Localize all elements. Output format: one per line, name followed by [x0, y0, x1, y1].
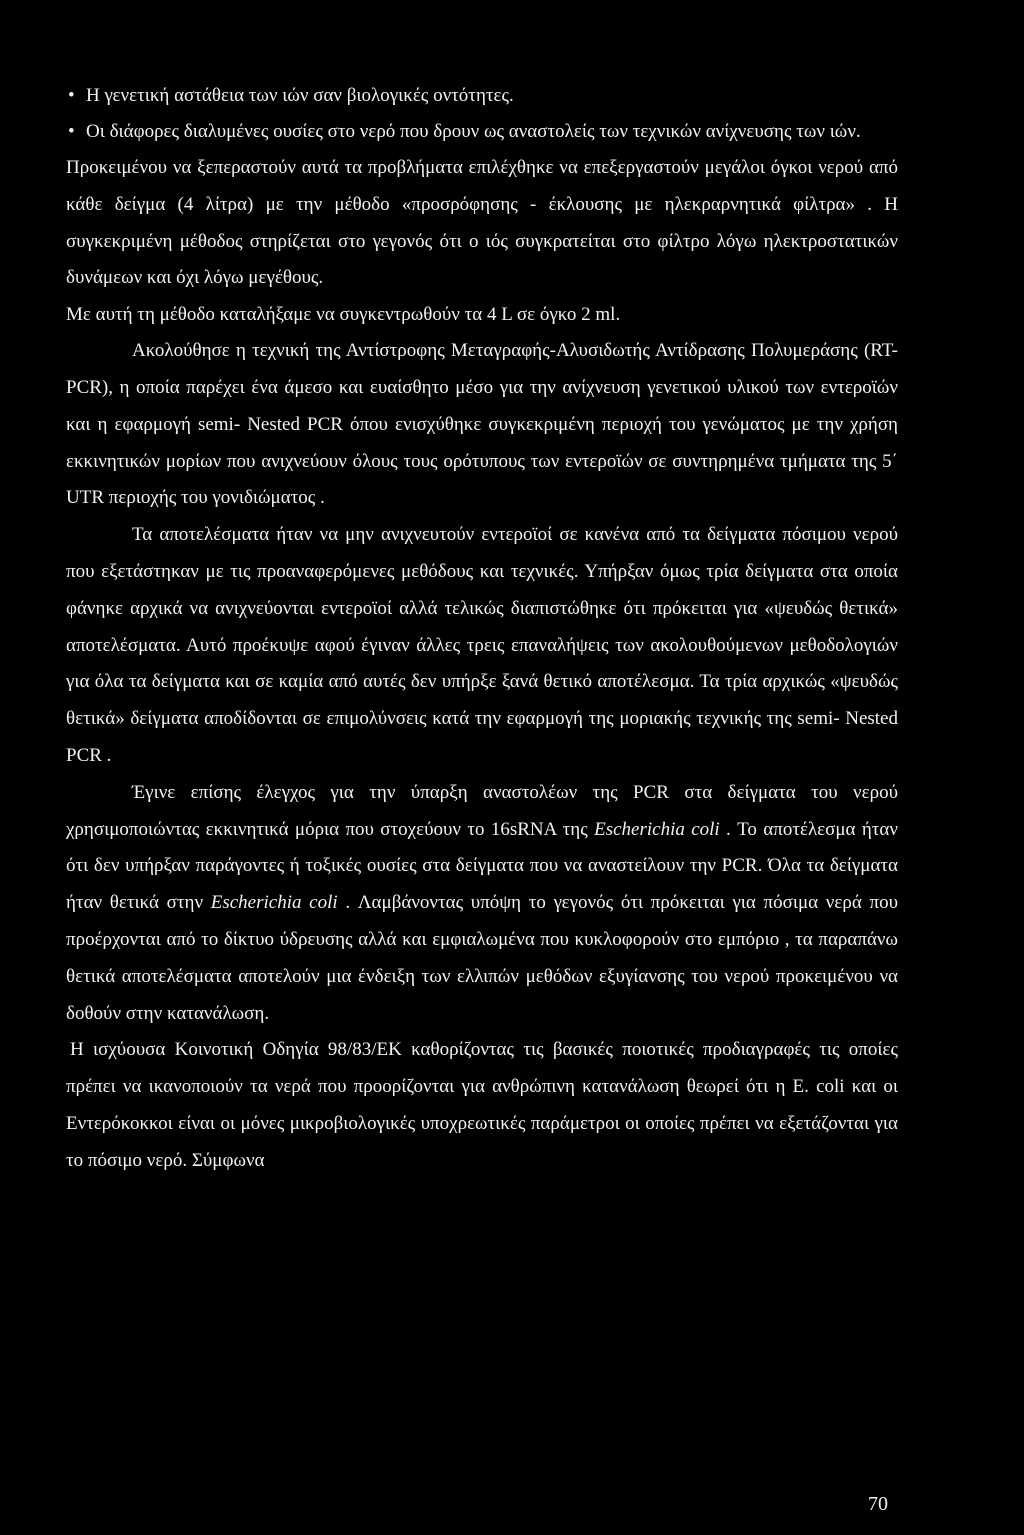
paragraph-inhibitors-text-1: Έγινε επίσης έλεγχος για την ύπαρξη αναστολέων της PCR στα δείγματα του νερού χρησιμοποιώντας εκκινητικά μόρια που στοχεύουν το 16sRNA της [66, 781, 898, 840]
bullet-item-1: • Η γενετική αστάθεια των ιών σαν βιολογικές οντότητες. [66, 78, 898, 114]
paragraph-directive: Η ισχύουσα Κοινοτική Οδηγία 98/83/ΕΚ καθορίζοντας τις βασικές ποιοτικές προδιαγραφές τις οποίες πρέπει να ικανοποιούν τα νερά που προορίζονται για ανθρώπινη κατανάλωση θεωρεί ότι η E. coli και οι Εντερόκοκκοι είναι οι μόνες μικροβιολογικές υποχρεωτικές παράμετροι οι οποίες πρέπει να εξετάζονται για το πόσιμο νερό. Σύμφωνα [66, 1039, 898, 1171]
paragraph-rt-pcr: Ακολούθησε η τεχνική της Αντίστροφης Μεταγραφής-Αλυσιδωτής Αντίδρασης Πολυμεράσης (RT-PCR), η οποία παρέχει ένα άμεσο και ευαίσθητο μέσο για την ανίχνευση γενετικού υλικού των εντεροϊών και η εφαρμογή semi- Nested PCR όπου ενισχύθηκε συγκεκριμένη περιοχή του γενώματος με την χρήση εκκινητικών μορίων που ανιχνεύουν όλους τους ορότυπους των εντεροϊών σε συντηρημένα τμήματα της 5΄ UTR περιοχής του γονιδιώματος . [66, 340, 898, 509]
bullet-item-2: • Οι διάφορες διαλυμένες ουσίες στο νερό που δρουν ως αναστολείς των τεχνικών ανίχνευσης των ιών. [66, 114, 898, 150]
species-name-2: Escherichia coli [210, 892, 338, 914]
document-body [66, 78, 898, 1180]
paragraph-inhibitors [66, 775, 898, 1033]
page-number: 70 [868, 1493, 888, 1515]
paragraph-inhibitors-text-3: . Λαμβάνοντας υπόψη το γεγονός ότι πρόκειται για πόσιμα νερά που προέρχονται από το δίκτυο ύδρευσης αλλά και εμφιαλωμένα που κυκλοφορούν στο εμπόριο , τα παραπάνω θετικά αποτελέσματα αποτελούν μια ένδειξη των ελλιπών μεθόδων εξυγίανσης του νερού προκειμένου να δοθούν στην κατανάλωση. [66, 892, 898, 1024]
paragraph-inhibitors-text-2: . Το αποτέλεσμα ήταν ότι δεν υπήρξαν παράγοντες ή τοξικές ουσίες στα δείγματα που να αναστείλουν την PCR. Όλα τα δείγματα ήταν θετικά στην [66, 818, 898, 914]
paragraph-results: Τα αποτελέσματα ήταν να μην ανιχνευτούν εντεροϊοί σε κανένα από τα δείγματα πόσιμου νερού που εξετάστηκαν με τις προαναφερόμενες μεθόδους και τεχνικές. Υπήρξαν όμως τρία δείγματα στα οποία φάνηκε αρχικά να ανιχνεύονται εντεροϊοί αλλά τελικώς διαπιστώθηκε ότι πρόκειται για «ψευδώς θετικά» αποτελέσματα. Αυτό προέκυψε αφού έγιναν άλλες τρεις επαναλήψεις των ακολουθούμενων μεθοδολογιών για όλα τα δείγματα και σε καμία από αυτές δεν υπήρξε ξανά θετικό αποτέλεσμα. Τα τρία αρχικώς «ψευδώς θετικά» δείγματα αποδίδονται σε επιμολύνσεις κατά την εφαρμογή της μοριακής τεχνικής της semi- Nested PCR . [66, 524, 898, 766]
paragraph-method-result: Με αυτή τη μέθοδο καταλήξαμε να συγκεντρωθούν τα 4 L σε όγκο 2 ml. [66, 304, 621, 326]
paragraph-method: Προκειμένου να ξεπεραστούν αυτά τα προβλήματα επιλέχθηκε να επεξεργαστούν μεγάλοι όγκοι νερού από κάθε δείγμα (4 λίτρα) με την μέθοδο «προσρόφησης - έκλουσης με ηλεκραρνητικά φίλτρα» . Η συγκεκριμένη μέθοδος στηρίζεται στο γεγονός ότι ο ιός συγκρατείται στο φίλτρο λόγω ηλεκτροστατικών δυνάμεων και όχι λόγω μεγέθους. [66, 157, 898, 289]
species-name-1: Escherichia coli [594, 818, 720, 840]
